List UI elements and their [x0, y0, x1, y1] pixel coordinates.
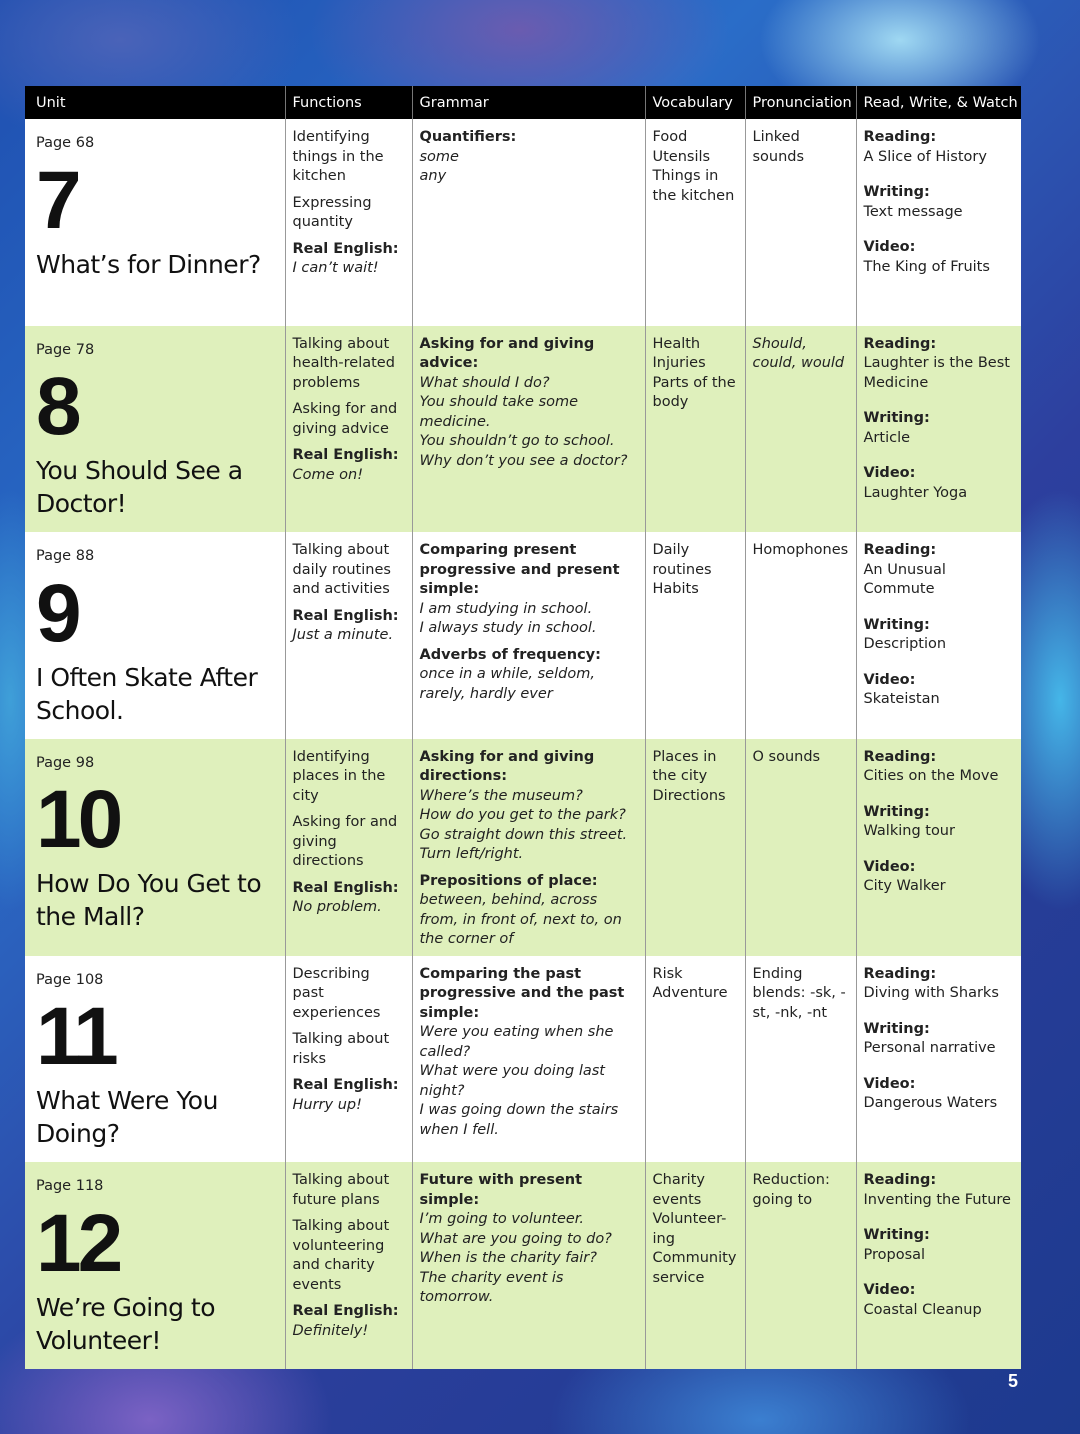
unit-cell [25, 119, 285, 326]
rww-cell [856, 326, 1021, 533]
page-number: 5 [1007, 1371, 1018, 1391]
unit-number: 8 [36, 361, 78, 452]
grammar-example: I always study in school. [419, 620, 597, 636]
grammar-heading: Asking for and giving directions: [419, 748, 595, 784]
function-item: Asking for and giving directions [292, 814, 398, 869]
reading-label: Reading: [863, 129, 937, 145]
rww-cell [856, 532, 1021, 739]
reading-title: Inventing the Future [863, 1191, 1011, 1208]
pronunciation-cell [745, 739, 856, 956]
vocabulary-item: Directions [652, 787, 726, 804]
grammar-example: How do you get to the park? [419, 807, 626, 823]
real-english-phrase: No problem. [292, 899, 382, 915]
grammar-example: any [419, 168, 447, 184]
functions-cell [285, 956, 412, 1163]
grammar-example: What should I do? [419, 374, 550, 391]
video-title: Laughter Yoga [863, 484, 968, 501]
grammar-example: I am studying in school. [419, 600, 593, 617]
video-label: Video: [863, 239, 916, 255]
reading-label: Reading: [863, 335, 937, 352]
unit-title: You Should See a Doctor! [36, 456, 243, 518]
real-english-phrase: Come on! [292, 466, 364, 483]
rww-cell [856, 956, 1021, 1163]
pronunciation-text: Homophones [752, 542, 849, 558]
grammar-example: Where’s the museum? [419, 787, 583, 804]
vocabulary-cell [645, 956, 745, 1163]
real-english-label: Real English: [292, 1077, 399, 1093]
vocabulary-item: Parts of the body [652, 374, 736, 410]
page-ref: Page 88 [36, 548, 95, 564]
real-english-phrase: I can’t wait! [292, 260, 379, 276]
grammar-example: Why don’t you see a doctor? [419, 452, 628, 469]
reading-title: An Unusual Commute [863, 561, 946, 597]
grammar-example: What are you going to do? [419, 1230, 612, 1247]
reading-title: Cities on the Move [863, 768, 999, 784]
vocabulary-item: Health [652, 335, 701, 352]
vocabulary-cell [645, 739, 745, 956]
video-title: Coastal Cleanup [863, 1301, 982, 1318]
reading-title: A Slice of History [863, 148, 987, 165]
unit-number: 9 [36, 567, 78, 659]
vocabulary-item: Charity events [652, 1172, 705, 1208]
unit-number: 12 [36, 1197, 120, 1289]
function-item: Talking about risks [292, 1031, 390, 1067]
video-title: City Walker [863, 878, 946, 894]
grammar-cell [412, 956, 645, 1163]
unit-number: 10 [36, 774, 120, 865]
pronunciation-text: Reduction: going to [752, 1172, 830, 1208]
page-ref: Page 108 [36, 971, 104, 988]
pronunciation-text: Ending blends: -sk, -st, -nk, -nt [752, 965, 846, 1021]
function-item: Talking about volunteering and charity events [292, 1218, 390, 1293]
rww-cell [856, 119, 1021, 326]
grammar-example: Turn left/right. [419, 846, 524, 862]
reading-title: Diving with Sharks [863, 985, 999, 1001]
reading-label: Reading: [863, 748, 937, 765]
grammar-heading: Comparing the past progressive and the past simple: [419, 965, 625, 1021]
unit-title: How Do You Get to the Mall? [36, 869, 262, 931]
pronunciation-text: Should, could, would [752, 335, 845, 371]
unit-title: What’s for Dinner? [36, 249, 261, 279]
reading-title: Laughter is the Best Medicine [863, 355, 1010, 391]
header-grammar: Grammar [412, 86, 645, 119]
header-pronunciation: Pronunciation [745, 86, 856, 119]
writing-label: Writing: [863, 1020, 930, 1037]
grammar-heading: Asking for and giving advice: [419, 335, 595, 371]
writing-title: Article [863, 429, 911, 446]
page-ref: Page 118 [36, 1178, 104, 1194]
writing-label: Writing: [863, 1227, 930, 1243]
vocabulary-item: Utensils [652, 148, 711, 165]
video-label: Video: [863, 465, 916, 481]
video-label: Video: [863, 671, 916, 688]
pronunciation-text: Linked sounds [752, 129, 805, 165]
video-title: Skateistan [863, 691, 940, 707]
table-row [25, 532, 1021, 739]
grammar-example: I was going down the stairs when I fell. [419, 1102, 619, 1138]
writing-label: Writing: [863, 616, 930, 633]
grammar-heading: Future with present simple: [419, 1172, 583, 1208]
rww-cell [856, 739, 1021, 956]
function-item: Talking about future plans [292, 1172, 390, 1208]
unit-cell [25, 1162, 285, 1369]
real-english-label: Real English: [292, 1303, 399, 1319]
grammar-cell [412, 119, 645, 326]
reading-label: Reading: [863, 1172, 937, 1188]
real-english-phrase: Just a minute. [292, 627, 394, 643]
functions-cell [285, 739, 412, 956]
vocabulary-item: Places in the city [652, 748, 717, 784]
vocabulary-item: Community service [652, 1250, 737, 1286]
pronunciation-cell [745, 326, 856, 533]
video-label: Video: [863, 1282, 916, 1298]
grammar-cell [412, 532, 645, 739]
function-item: Describing past experiences [292, 965, 381, 1021]
real-english-phrase: Hurry up! [292, 1096, 362, 1113]
vocabulary-item: Habits [652, 581, 699, 597]
function-item: Talking about health-related problems [292, 335, 395, 391]
table-row [25, 326, 1021, 533]
real-english-phrase: Definitely! [292, 1322, 369, 1339]
function-item: Asking for and giving advice [292, 401, 398, 437]
real-english-label: Real English: [292, 607, 399, 624]
functions-cell [285, 119, 412, 326]
table-row [25, 1162, 1021, 1369]
table-row [25, 119, 1021, 326]
functions-cell [285, 532, 412, 739]
writing-title: Walking tour [863, 823, 955, 839]
video-title: Dangerous Waters [863, 1095, 998, 1111]
grammar-example: between, behind, across from, in front of, next to, on the corner of [419, 892, 622, 947]
unit-cell [25, 739, 285, 956]
writing-title: Text message [863, 203, 963, 220]
page-ref: Page 98 [36, 754, 95, 771]
writing-label: Writing: [863, 803, 930, 820]
vocabulary-item: Daily routines [652, 542, 712, 578]
grammar-cell [412, 326, 645, 533]
rww-cell [856, 1162, 1021, 1369]
grammar-example: You shouldn’t go to school. [419, 433, 615, 449]
unit-number: 7 [36, 154, 78, 246]
grammar-example: Go straight down this street. [419, 826, 628, 843]
page-ref: Page 68 [36, 135, 95, 151]
header-unit: Unit [25, 86, 285, 119]
function-item: Talking about daily routines and activities [292, 542, 391, 597]
writing-title: Personal narrative [863, 1040, 996, 1056]
function-item: Identifying things in the kitchen [292, 129, 384, 184]
unit-title: What Were You Doing? [36, 1086, 218, 1148]
unit-title: We’re Going to Volunteer! [36, 1292, 216, 1355]
function-item: Expressing quantity [292, 194, 372, 230]
table-row [25, 739, 1021, 956]
functions-cell [285, 1162, 412, 1369]
grammar-example: The charity event is tomorrow. [419, 1269, 564, 1305]
grammar-example: some [419, 148, 459, 165]
vocabulary-cell [645, 119, 745, 326]
real-english-label: Real English: [292, 879, 399, 896]
unit-cell [25, 956, 285, 1163]
grammar-heading: Prepositions of place: [419, 872, 598, 889]
video-title: The King of Fruits [863, 258, 990, 275]
grammar-example: What were you doing last night? [419, 1063, 605, 1099]
pronunciation-cell [745, 532, 856, 739]
header-read-write-watch: Read, Write, & Watch [856, 86, 1021, 119]
pronunciation-cell [745, 1162, 856, 1369]
unit-number: 11 [36, 991, 115, 1082]
vocabulary-cell [645, 1162, 745, 1369]
grammar-heading: Comparing present progressive and present simple: [419, 542, 620, 597]
grammar-example: You should take some medicine. [419, 394, 579, 430]
reading-label: Reading: [863, 542, 937, 558]
grammar-cell [412, 1162, 645, 1369]
vocabulary-item: Adventure [652, 985, 728, 1001]
unit-title: I Often Skate After School. [36, 662, 258, 725]
writing-title: Proposal [863, 1246, 926, 1263]
unit-cell [25, 532, 285, 739]
functions-cell [285, 326, 412, 533]
video-label: Video: [863, 858, 916, 875]
grammar-cell [412, 739, 645, 956]
grammar-heading: Adverbs of frequency: [419, 646, 601, 663]
vocabulary-cell [645, 532, 745, 739]
table-row [25, 956, 1021, 1163]
real-english-label: Real English: [292, 240, 399, 257]
grammar-example: Were you eating when she called? [419, 1024, 614, 1060]
reading-label: Reading: [863, 965, 937, 982]
unit-cell [25, 326, 285, 533]
contents-table [25, 86, 1021, 1369]
vocabulary-item: Volunteer-ing [652, 1211, 727, 1247]
page-ref: Page 78 [36, 341, 95, 358]
writing-label: Writing: [863, 410, 930, 426]
header-vocabulary: Vocabulary [645, 86, 745, 119]
function-item: Identifying places in the city [292, 748, 386, 804]
real-english-label: Real English: [292, 447, 399, 463]
pronunciation-cell [745, 119, 856, 326]
pronunciation-text: O sounds [752, 748, 821, 765]
grammar-example: When is the charity fair? [419, 1250, 597, 1266]
vocabulary-item: Risk [652, 965, 683, 982]
writing-title: Description [863, 636, 947, 652]
pronunciation-cell [745, 956, 856, 1163]
grammar-example: I’m going to volunteer. [419, 1211, 585, 1227]
vocabulary-item: Food [652, 129, 688, 145]
vocabulary-item: Things in the kitchen [652, 168, 735, 204]
header-functions: Functions [285, 86, 412, 119]
grammar-heading: Quantifiers: [419, 129, 517, 145]
table-header-row [25, 86, 1021, 119]
video-label: Video: [863, 1075, 916, 1092]
writing-label: Writing: [863, 184, 930, 200]
vocabulary-cell [645, 326, 745, 533]
grammar-example: once in a while, seldom, rarely, hardly ever [419, 666, 595, 702]
vocabulary-item: Injuries [652, 355, 706, 371]
